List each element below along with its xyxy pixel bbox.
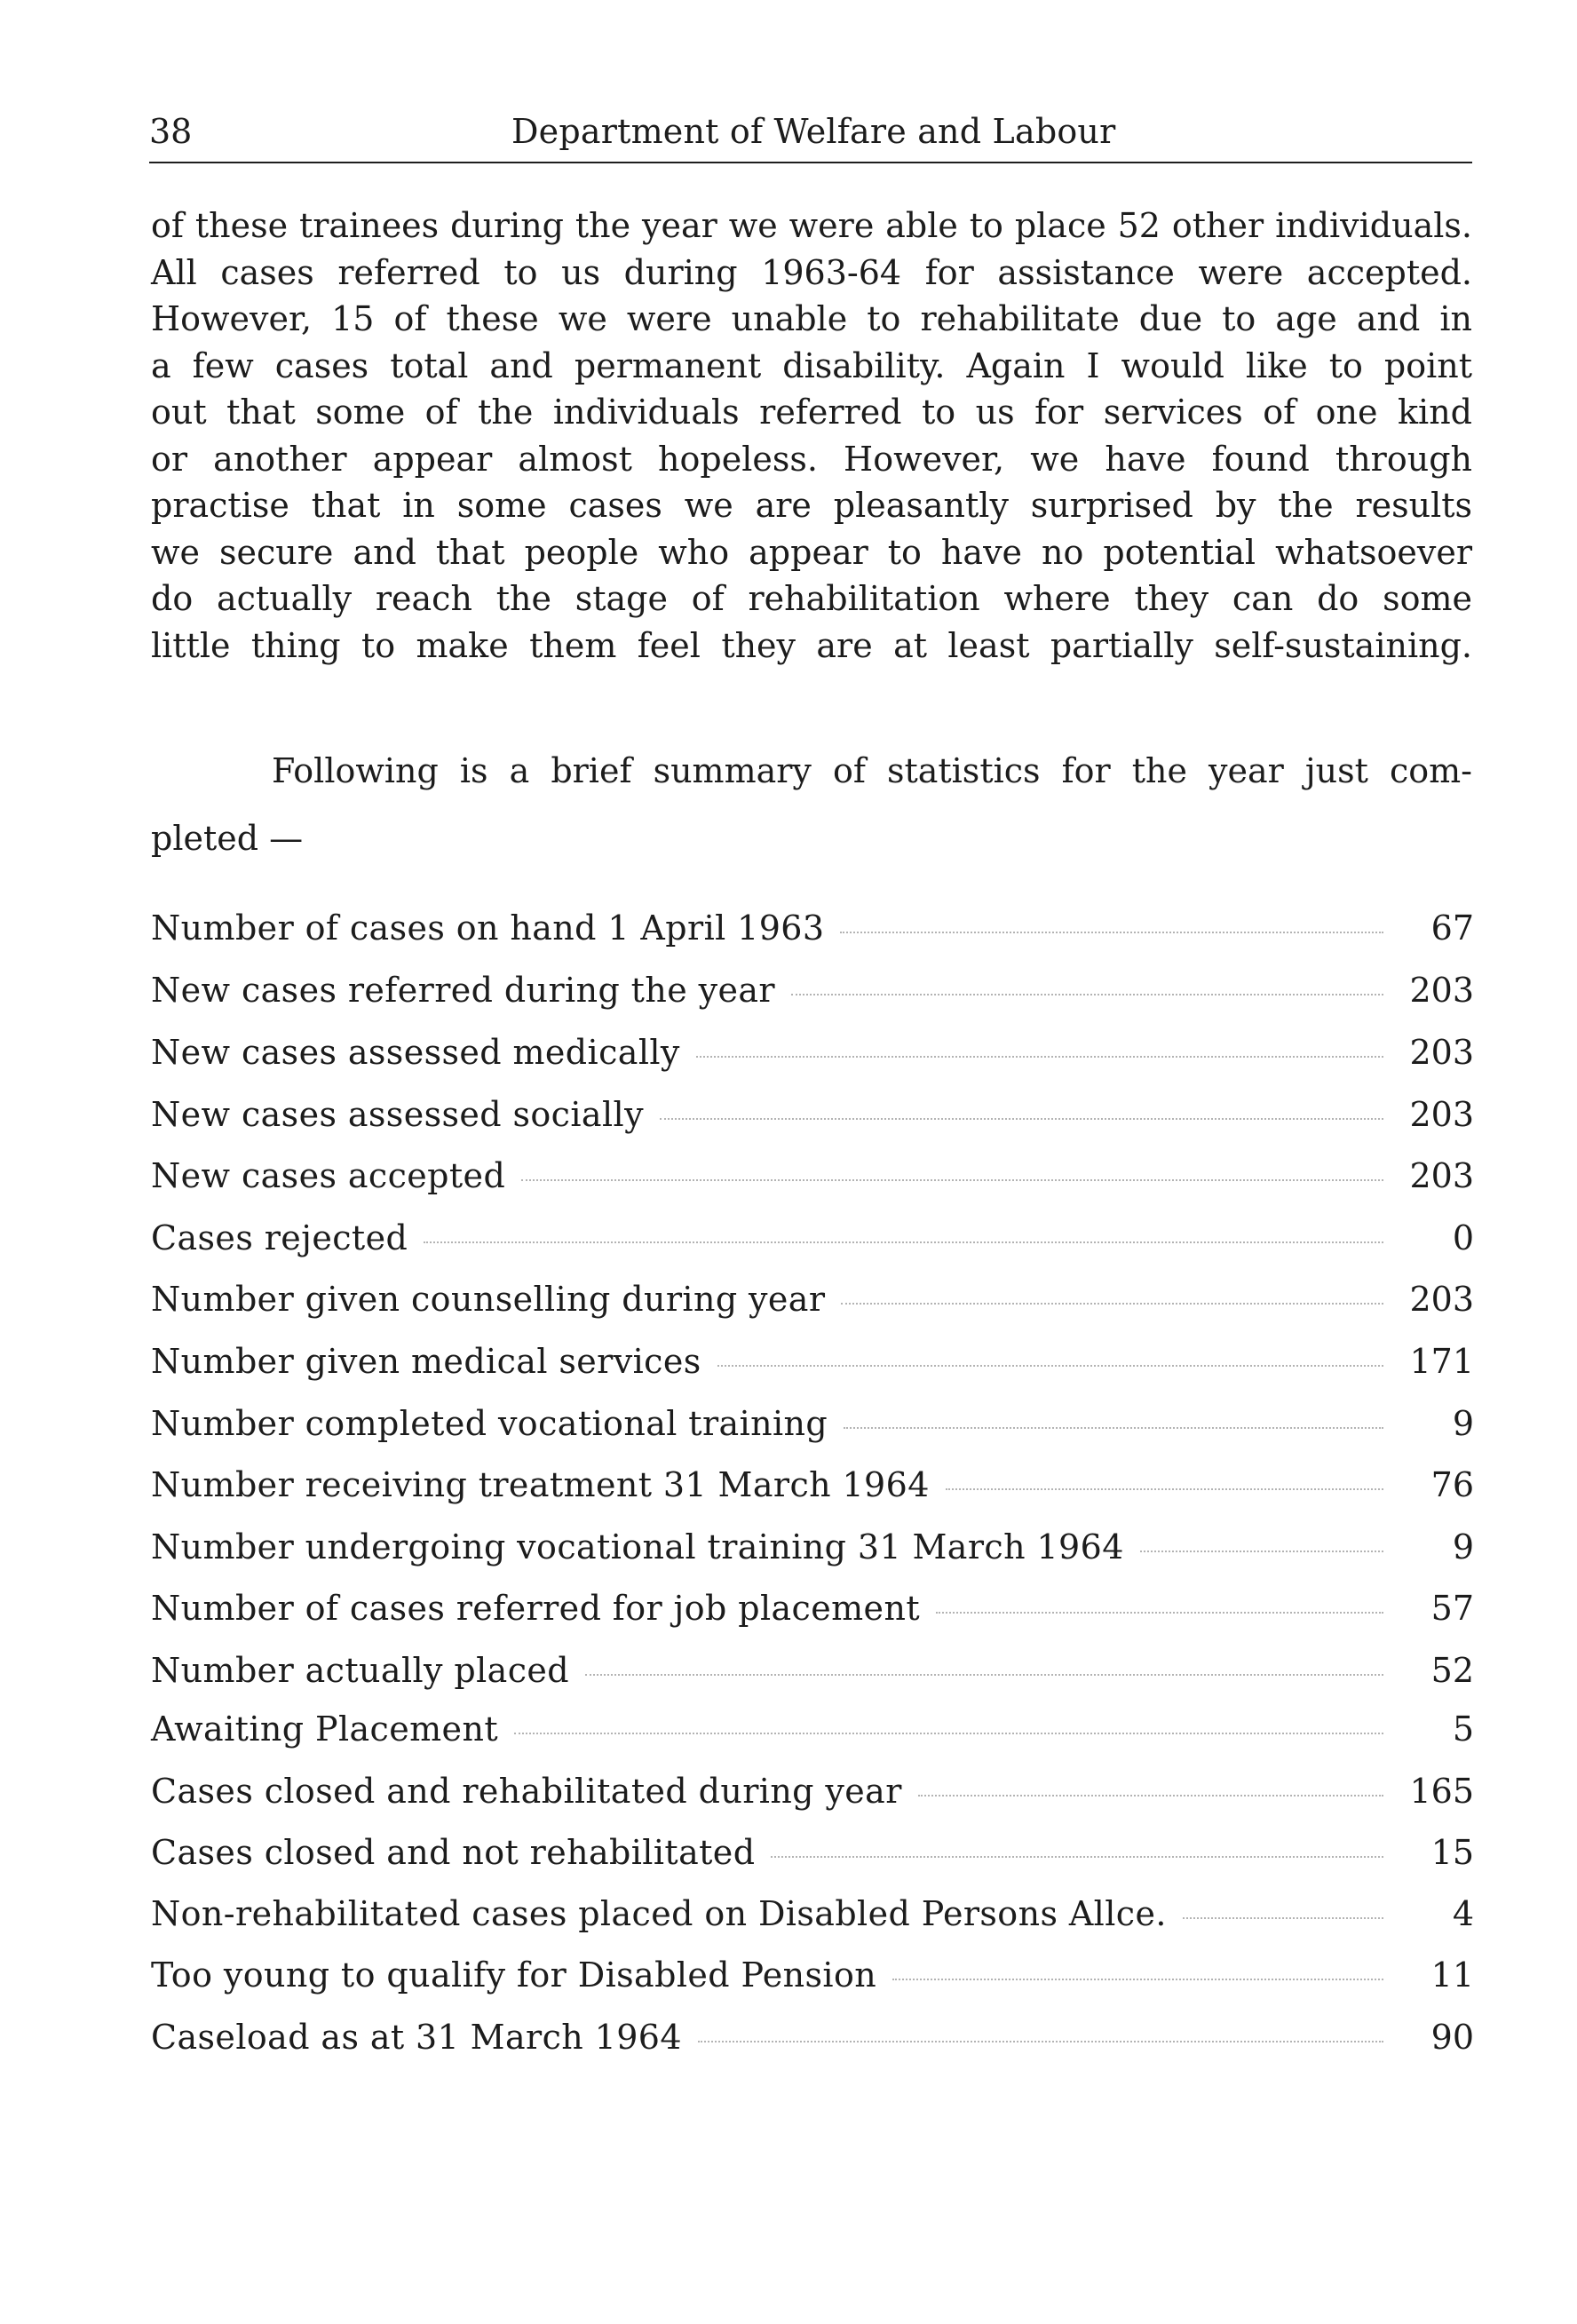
dot-leader — [936, 1612, 1383, 1614]
statistic-row — [151, 1462, 1474, 1508]
statistic-row — [151, 1585, 1474, 1631]
statistic-label: Cases closed and rehabilitated during year — [151, 1772, 902, 1811]
statistic-row — [151, 1891, 1474, 1937]
statistics-intro — [151, 748, 1472, 861]
page-header — [149, 112, 1472, 163]
statistic-row — [151, 1029, 1474, 1075]
page-number: 38 — [149, 112, 193, 151]
statistic-value: 4 — [1452, 1894, 1474, 1933]
paragraph-line: out that some of the individuals referred to us for services of one kind — [151, 393, 1472, 432]
intro-line: pleted — — [151, 819, 304, 858]
paragraph-line: or another appear almost hopeless. However, we have found through — [151, 439, 1472, 479]
statistic-label: New cases referred during the year — [151, 971, 775, 1010]
dot-leader — [841, 1303, 1383, 1305]
dot-leader — [844, 1427, 1383, 1429]
dot-leader — [424, 1241, 1383, 1243]
statistic-row — [151, 2014, 1474, 2060]
statistic-label: New cases accepted — [151, 1156, 506, 1195]
statistic-value: 5 — [1452, 1709, 1474, 1749]
statistic-value: 171 — [1409, 1342, 1474, 1381]
statistic-value: 203 — [1409, 1033, 1474, 1072]
statistic-row — [151, 967, 1474, 1013]
statistic-row — [151, 1829, 1474, 1876]
statistic-value: 15 — [1430, 1833, 1474, 1872]
statistic-value: 52 — [1430, 1651, 1474, 1690]
statistic-label: Number given counselling during year — [151, 1280, 826, 1319]
statistic-row — [151, 1952, 1474, 1998]
paragraph-line: practise that in some cases we are pleasantly surprised by the results — [151, 486, 1472, 525]
dot-leader — [771, 1856, 1383, 1858]
paragraph-line: little thing to make them feel they are at least partially self-sustaining. — [151, 625, 1472, 665]
running-title: Department of Welfare and Labour — [511, 112, 1116, 151]
dot-leader — [698, 2041, 1383, 2042]
statistic-row — [151, 905, 1474, 951]
paragraph-line: All cases referred to us during 1963-64 for assistance were accepted. — [151, 252, 1472, 292]
statistic-row — [151, 1215, 1474, 1261]
statistic-label: Cases closed and not rehabilitated — [151, 1833, 756, 1872]
statistic-label: Number completed vocational training — [151, 1404, 828, 1443]
dot-leader — [514, 1733, 1383, 1734]
paragraph-line: do actually reach the stage of rehabilitation where they can do some — [151, 579, 1472, 618]
statistic-label: New cases assessed medically — [151, 1033, 680, 1072]
dot-leader — [918, 1795, 1383, 1797]
statistic-label: Number undergoing vocational training 31 March 1964 — [151, 1527, 1124, 1567]
statistic-label: Number of cases referred for job placement — [151, 1589, 920, 1628]
dot-leader — [840, 932, 1383, 933]
statistic-label: Awaiting Placement — [151, 1709, 498, 1749]
dot-leader — [946, 1488, 1383, 1490]
statistic-value: 9 — [1452, 1404, 1474, 1443]
dot-leader — [1183, 1917, 1383, 1919]
intro-line: Following is a brief summary of statistics for the year just com- — [272, 751, 1472, 790]
body-paragraph — [151, 202, 1472, 669]
dot-leader — [1140, 1551, 1383, 1552]
statistic-label: Caseload as at 31 March 1964 — [151, 2018, 682, 2057]
dot-leader — [717, 1365, 1383, 1367]
statistic-label: Number of cases on hand 1 April 1963 — [151, 908, 825, 948]
statistic-label: Cases rejected — [151, 1218, 408, 1257]
dot-leader — [696, 1056, 1383, 1058]
statistic-row — [151, 1338, 1474, 1384]
statistic-value: 67 — [1430, 908, 1474, 948]
paragraph-line: of these trainees during the year we were able to place 52 other individuals. — [151, 206, 1472, 245]
dot-leader — [892, 1979, 1383, 1980]
paragraph-line: However, 15 of these we were unable to rehabilitate due to age and in — [151, 299, 1472, 338]
statistic-value: 11 — [1430, 1955, 1474, 1995]
statistic-value: 165 — [1409, 1772, 1474, 1811]
statistic-value: 203 — [1409, 1280, 1474, 1319]
statistic-label: New cases assessed socially — [151, 1095, 644, 1134]
paragraph-line: a few cases total and permanent disability. Again I would like to point — [151, 345, 1472, 385]
statistic-value: 203 — [1409, 1095, 1474, 1134]
statistic-row — [151, 1706, 1474, 1752]
statistic-value: 203 — [1409, 971, 1474, 1010]
statistic-label: Number given medical services — [151, 1342, 701, 1381]
statistic-row — [151, 1768, 1474, 1814]
statistic-value: 76 — [1430, 1465, 1474, 1504]
statistic-row — [151, 1276, 1474, 1322]
statistic-row — [151, 1400, 1474, 1447]
statistic-value: 57 — [1430, 1589, 1474, 1628]
statistic-row — [151, 1647, 1474, 1693]
dot-leader — [585, 1674, 1383, 1676]
statistic-row — [151, 1091, 1474, 1138]
statistic-value: 0 — [1452, 1218, 1474, 1257]
header-rule — [149, 162, 1472, 163]
statistic-row — [151, 1153, 1474, 1199]
statistic-value: 90 — [1430, 2018, 1474, 2057]
dot-leader — [660, 1118, 1383, 1120]
statistic-row — [151, 1524, 1474, 1570]
statistic-value: 9 — [1452, 1527, 1474, 1567]
dot-leader — [791, 994, 1383, 995]
statistic-label: Non-rehabilitated cases placed on Disabled Persons Allce. — [151, 1894, 1167, 1933]
paragraph-line: we secure and that people who appear to have no potential whatsoever — [151, 532, 1472, 572]
statistic-label: Too young to qualify for Disabled Pension — [151, 1955, 877, 1995]
statistic-label: Number receiving treatment 31 March 1964 — [151, 1465, 930, 1504]
dot-leader — [521, 1179, 1383, 1181]
statistic-value: 203 — [1409, 1156, 1474, 1195]
statistic-label: Number actually placed — [151, 1651, 570, 1690]
